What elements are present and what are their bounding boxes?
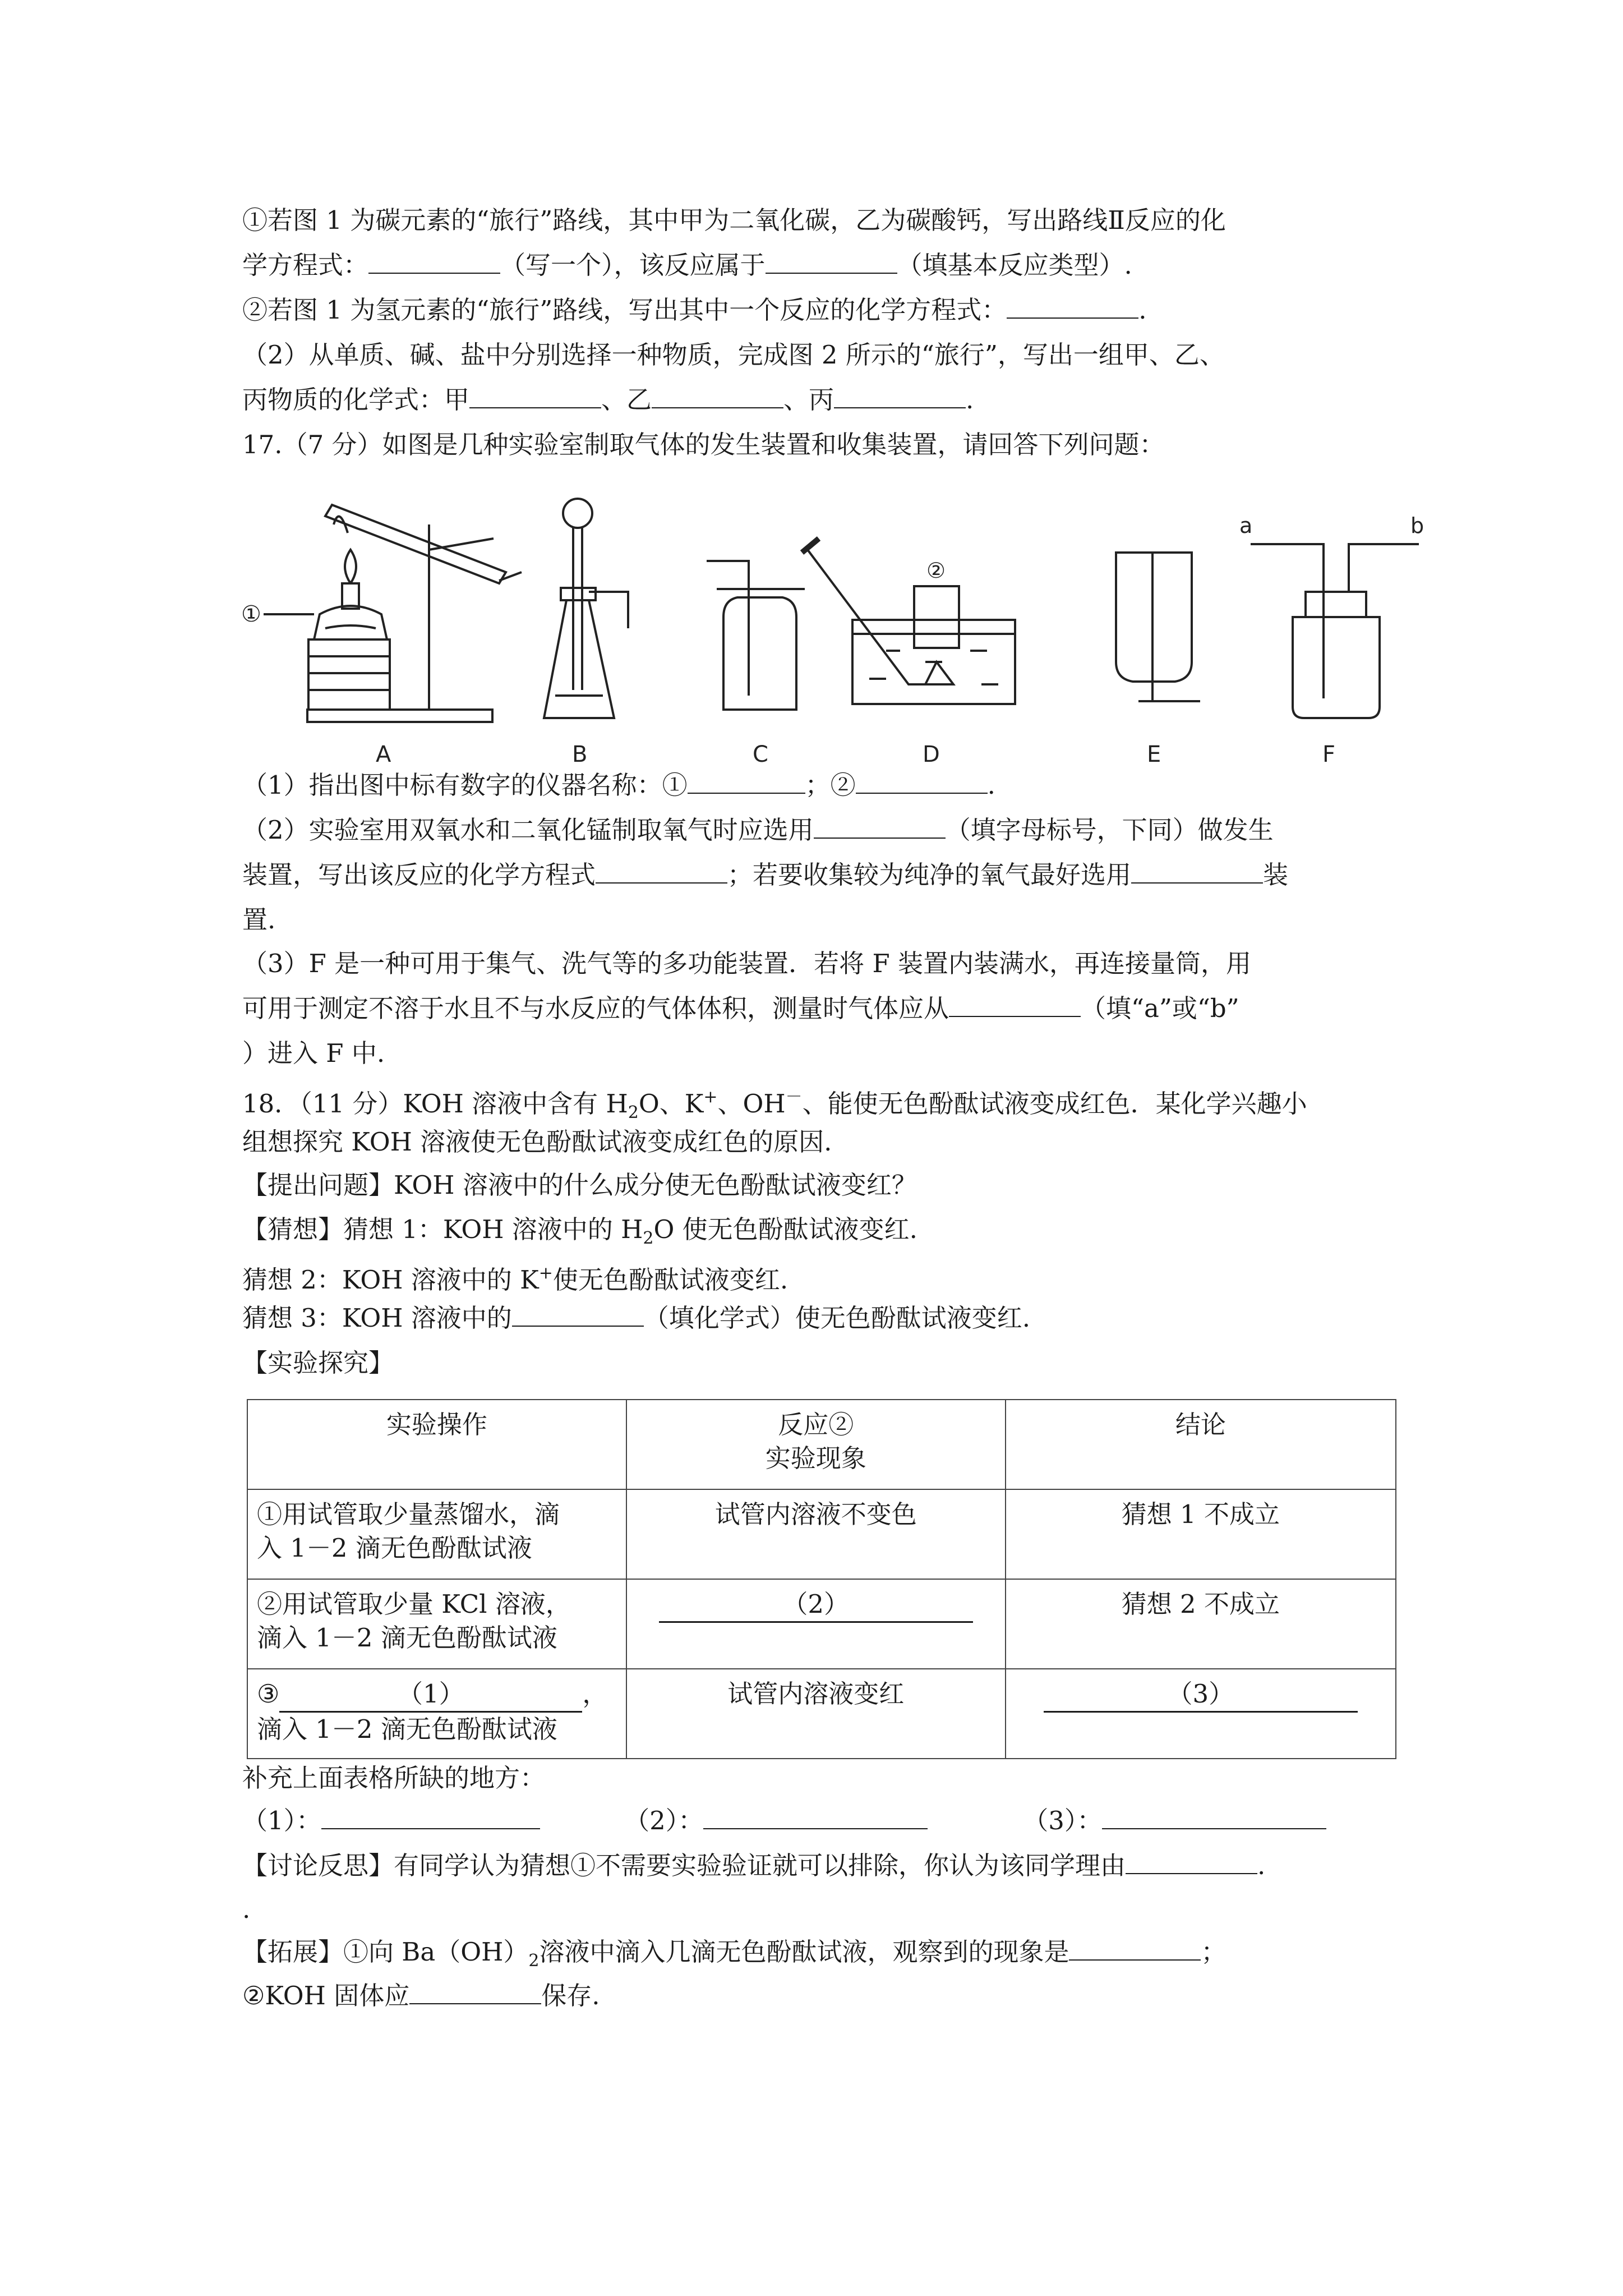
answer-blank-3[interactable] bbox=[1102, 1806, 1326, 1829]
text: ）进入 F 中. bbox=[242, 1038, 385, 1068]
header-conclusion bbox=[1006, 1400, 1396, 1489]
text: ③ bbox=[257, 1679, 280, 1709]
text: O、K bbox=[638, 1089, 704, 1119]
hypothesis-2 bbox=[242, 1257, 788, 1297]
text: 猜想 2 不成立 bbox=[1121, 1589, 1280, 1619]
text: 、丙 bbox=[783, 385, 834, 415]
q17-part-2b bbox=[242, 858, 1288, 892]
text: 丙物质的化学式：甲 bbox=[242, 385, 470, 415]
header-phenomenon bbox=[626, 1400, 1006, 1489]
marker-2: ② bbox=[926, 558, 946, 583]
apparatus-e bbox=[1116, 553, 1200, 701]
answer-blank[interactable] bbox=[1007, 295, 1138, 319]
cell-conclusion bbox=[1006, 1579, 1396, 1669]
label-c: C bbox=[753, 742, 768, 767]
text: ②KOH 固体应 bbox=[242, 1981, 410, 2010]
answer-blank-2[interactable] bbox=[703, 1806, 928, 1829]
answer-blank[interactable] bbox=[1069, 1937, 1201, 1961]
subscript: 2 bbox=[643, 1228, 654, 1248]
text: 溶液中滴入几滴无色酚酞试液，观察到的现象是 bbox=[539, 1937, 1069, 1967]
text: 组想探究 KOH 溶液使无色酚酞试液变成红色的原因. bbox=[242, 1127, 832, 1157]
text: （1）指出图中标有数字的仪器名称：① bbox=[242, 770, 688, 800]
apparatus-f bbox=[1251, 544, 1419, 718]
answer-blank[interactable] bbox=[409, 1981, 541, 2004]
text: ①用试管取少量蒸馏水，滴 bbox=[257, 1499, 560, 1529]
line-carbon-route bbox=[242, 204, 1226, 237]
q17-part-2 bbox=[242, 813, 1274, 847]
text: . bbox=[242, 1894, 251, 1924]
answer-blank[interactable] bbox=[766, 250, 897, 274]
text: 使无色酚酞试液变红. bbox=[552, 1265, 789, 1295]
text: ， bbox=[582, 1679, 608, 1709]
subscript: 2 bbox=[628, 1103, 639, 1122]
question-17 bbox=[242, 428, 1165, 462]
text: 装 bbox=[1263, 860, 1289, 890]
text: 18．（11 分）KOH 溶液中含有 H bbox=[242, 1089, 628, 1119]
text: 滴入 1－2 滴无色酚酞试液 bbox=[257, 1623, 557, 1653]
answer-blank[interactable] bbox=[652, 385, 783, 408]
blank-3[interactable]: （3） bbox=[1044, 1677, 1358, 1713]
hypothesis-3 bbox=[242, 1301, 1030, 1335]
text: ②若图 1 为氢元素的“旅行”路线，写出其中一个反应的化学方程式： bbox=[242, 295, 1007, 325]
text: ； bbox=[1201, 1937, 1227, 1967]
text: （1）： bbox=[242, 1806, 322, 1835]
text: ①若图 1 为碳元素的“旅行”路线，其中甲为二氧化碳，乙为碳酸钙，写出路线Ⅱ反应的化 bbox=[242, 205, 1226, 235]
table-row bbox=[247, 1669, 1396, 1759]
text: 【实验探究】 bbox=[242, 1348, 394, 1378]
text: 猜想 1 不成立 bbox=[1121, 1499, 1280, 1529]
superscript: － bbox=[785, 1087, 803, 1107]
text: 17.（7 分）如图是几种实验室制取气体的发生装置和收集装置，请回答下列问题： bbox=[242, 430, 1165, 459]
text: （填字母标号，下同）做发生 bbox=[945, 815, 1274, 845]
text: （2）实验室用双氧水和二氧化锰制取氧气时应选用 bbox=[242, 815, 814, 845]
text: 补充上面表格所缺的地方： bbox=[242, 1763, 546, 1793]
text: 反应② bbox=[778, 1410, 854, 1439]
text: （2）从单质、碱、盐中分别选择一种物质，完成图 2 所示的“旅行”，写出一组甲、乙、 bbox=[242, 340, 1225, 370]
subscript: 2 bbox=[528, 1951, 540, 1971]
answer-blank-1[interactable] bbox=[321, 1806, 540, 1829]
label-b: B bbox=[572, 742, 588, 767]
fill-answers bbox=[242, 1804, 1326, 1838]
text: 试管内溶液不变色 bbox=[714, 1499, 917, 1529]
apparatus-d bbox=[802, 539, 1015, 704]
apparatus-c bbox=[707, 561, 805, 710]
cell-conclusion[interactable] bbox=[1006, 1669, 1396, 1759]
text: ②用试管取少量 KCl 溶液， bbox=[257, 1589, 571, 1619]
line-formulas bbox=[242, 383, 974, 417]
text: 学方程式： bbox=[242, 250, 369, 280]
answer-blank[interactable] bbox=[1126, 1851, 1257, 1874]
cell-operation bbox=[247, 1579, 626, 1669]
label-d: D bbox=[923, 742, 940, 767]
answer-blank[interactable] bbox=[834, 385, 966, 408]
cell-phenomenon[interactable] bbox=[626, 1579, 1006, 1669]
text: （3）： bbox=[1023, 1806, 1103, 1835]
text: 、OH bbox=[717, 1089, 786, 1119]
text: 结论 bbox=[1175, 1410, 1226, 1439]
text: 试管内溶液变红 bbox=[727, 1679, 905, 1709]
text: . bbox=[1257, 1851, 1266, 1880]
apparatus-figure bbox=[241, 471, 1430, 774]
text: 入 1－2 滴无色酚酞试液 bbox=[257, 1533, 532, 1563]
text: 【拓展】①向 Ba（OH） bbox=[242, 1937, 529, 1967]
q17-part-2c bbox=[242, 903, 275, 937]
text: 、乙 bbox=[601, 385, 652, 415]
text: ；若要收集较为纯净的氧气最好选用 bbox=[727, 860, 1132, 890]
apparatus-b bbox=[544, 499, 628, 718]
text: 【讨论反思】有同学认为猜想①不需要实验验证就可以排除，你认为该同学理由 bbox=[242, 1851, 1126, 1880]
superscript: + bbox=[538, 1263, 553, 1283]
text: 实验现象 bbox=[765, 1443, 866, 1473]
port-a-label: a bbox=[1239, 513, 1253, 538]
line-part-2 bbox=[242, 338, 1225, 372]
answer-blank[interactable] bbox=[596, 860, 727, 884]
extension-2 bbox=[242, 1979, 600, 2013]
label-f: F bbox=[1322, 742, 1336, 767]
table-row bbox=[247, 1400, 1396, 1489]
text: （填基本反应类型）. bbox=[897, 250, 1132, 280]
answer-blank[interactable] bbox=[512, 1303, 644, 1327]
text: ；② bbox=[805, 770, 856, 800]
text: . bbox=[966, 385, 974, 415]
cell-operation[interactable] bbox=[247, 1669, 626, 1759]
answer-blank[interactable] bbox=[469, 385, 601, 408]
blank-2[interactable]: （2） bbox=[659, 1588, 973, 1623]
text: . bbox=[987, 770, 995, 800]
answer-blank[interactable] bbox=[1131, 860, 1263, 884]
text: 猜想 2：KOH 溶液中的 K bbox=[242, 1265, 539, 1295]
cell-operation bbox=[247, 1489, 626, 1579]
superscript: + bbox=[703, 1087, 718, 1107]
text: 、能使无色酚酞试液变成红色．某化学兴趣小 bbox=[802, 1089, 1307, 1119]
text: . bbox=[1138, 295, 1147, 325]
extension-1 bbox=[242, 1935, 1226, 1978]
text: （写一个），该反应属于 bbox=[500, 250, 766, 280]
answer-blank[interactable] bbox=[814, 815, 946, 839]
q17-part-3b bbox=[242, 992, 1239, 1025]
header-operation bbox=[247, 1400, 626, 1489]
q17-part-1 bbox=[242, 769, 995, 802]
cell-phenomenon bbox=[626, 1669, 1006, 1759]
text: 【猜想】猜想 1：KOH 溶液中的 H bbox=[242, 1214, 643, 1244]
text: 装置，写出该反应的化学方程式 bbox=[242, 860, 596, 890]
experiment-table bbox=[247, 1399, 1396, 1759]
cell-conclusion bbox=[1006, 1489, 1396, 1579]
label-e: E bbox=[1147, 742, 1161, 767]
q17-part-3 bbox=[242, 947, 1251, 981]
text: 滴入 1－2 滴无色酚酞试液 bbox=[257, 1714, 557, 1744]
text: 保存. bbox=[541, 1981, 600, 2010]
line-equation-1 bbox=[242, 249, 1132, 282]
discussion-end bbox=[242, 1893, 250, 1926]
answer-blank[interactable] bbox=[949, 993, 1081, 1017]
q18-intro bbox=[242, 1125, 832, 1159]
text: （填“a”或“b” bbox=[1081, 993, 1239, 1023]
text: 猜想 3：KOH 溶液中的 bbox=[242, 1303, 512, 1333]
text: （填化学式）使无色酚酞试液变红. bbox=[643, 1303, 1031, 1333]
answer-blank[interactable] bbox=[856, 770, 988, 794]
marker-1: ① bbox=[241, 601, 261, 627]
answer-blank[interactable] bbox=[688, 770, 805, 794]
hypothesis-1 bbox=[242, 1213, 917, 1255]
fill-instruction bbox=[242, 1761, 545, 1795]
table-row bbox=[247, 1579, 1396, 1669]
label-a: A bbox=[376, 742, 391, 767]
apparatus-a bbox=[264, 505, 522, 722]
blank-1[interactable]: （1） bbox=[279, 1677, 582, 1713]
text: 置. bbox=[242, 905, 276, 935]
q17-part-3c bbox=[242, 1037, 385, 1070]
text: （2）： bbox=[624, 1806, 704, 1835]
answer-blank[interactable] bbox=[368, 250, 500, 274]
discussion bbox=[242, 1849, 1265, 1883]
section-explore bbox=[242, 1346, 394, 1380]
section-question bbox=[242, 1168, 917, 1202]
cell-phenomenon bbox=[626, 1489, 1006, 1579]
table-row bbox=[247, 1489, 1396, 1579]
text: 【提出问题】KOH 溶液中的什么成分使无色酚酞试液变红？ bbox=[242, 1170, 917, 1200]
question-18 bbox=[242, 1080, 1307, 1130]
text: 可用于测定不溶于水且不与水反应的气体体积，测量时气体应从 bbox=[242, 993, 949, 1023]
port-b-label: b bbox=[1410, 513, 1424, 538]
text: （3）F 是一种可用于集气、洗气等的多功能装置．若将 F 装置内装满水，再连接量筒，用 bbox=[242, 949, 1251, 978]
text: 实验操作 bbox=[386, 1410, 487, 1439]
line-hydrogen-route bbox=[242, 293, 1147, 327]
text: O 使无色酚酞试液变红. bbox=[653, 1214, 917, 1244]
